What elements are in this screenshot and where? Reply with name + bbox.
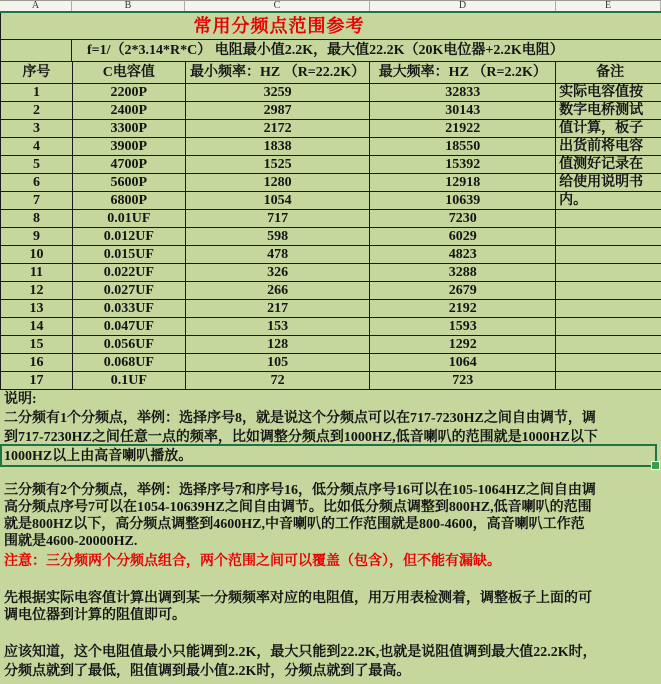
spacer [4,466,661,482]
cell-no[interactable]: 17 [1,372,73,389]
resistance-range-paragraph [4,643,661,681]
cell-note[interactable] [556,228,661,245]
cell-cap[interactable]: 0.047UF [73,318,186,335]
cell-max[interactable]: 1593 [370,318,556,335]
cell-no[interactable]: 9 [1,228,73,245]
selected-cell-text[interactable]: 1000HZ以上由高音喇叭播放。 [4,449,193,464]
cell-cap[interactable]: 0.01UF [73,210,186,227]
cell-no[interactable]: 14 [1,318,73,335]
cell-cap[interactable]: 0.1UF [73,372,186,389]
cell-note[interactable] [556,336,661,353]
table-header-cell[interactable]: 备注 [596,65,625,80]
cell-max[interactable]: 30143 [370,102,556,119]
column-header-strip [0,0,661,13]
cell-note[interactable] [556,300,661,317]
warning-note[interactable]: 注意：三分频两个分频点组合，两个范围之间可以覆盖（包含），但不能有漏缺。 [4,554,501,569]
cell-cap[interactable]: 2400P [73,102,186,119]
cell-no[interactable]: 6 [1,174,73,191]
cell-cap[interactable]: 4700P [73,156,186,173]
cell-min[interactable]: 105 [186,354,371,371]
cell-cap[interactable]: 0.033UF [73,300,186,317]
cell-no[interactable]: 16 [1,354,73,371]
table-header-cell[interactable]: 最大频率：HZ （R=2.2K） [370,62,556,83]
column-header-b[interactable]: B [72,0,185,11]
cell-cap[interactable]: 0.056UF [73,336,186,353]
cell-cap[interactable]: 2200P [73,84,186,101]
cell-no[interactable]: 10 [1,246,73,263]
formula-row-empty-cell[interactable] [1,40,72,61]
note-line[interactable]: 先根据实际电容值计算出调到某一分频频率对应的电阻值，用万用表检测着，调整板子上面的可 [4,591,592,606]
cell-note[interactable] [556,282,661,299]
spacer [4,624,661,643]
cell-max[interactable]: 15392 [370,156,556,173]
cell-note[interactable] [556,318,661,335]
cell-no[interactable]: 2 [1,102,73,119]
cell-min[interactable]: 266 [186,282,371,299]
table-body [0,84,661,390]
cell-note[interactable]: 给使用说明书 [559,175,644,190]
cell-min[interactable]: 717 [186,210,371,227]
cell-max[interactable]: 10639 [370,192,556,209]
cell-min[interactable]: 217 [186,300,371,317]
cell-min[interactable]: 1280 [186,174,371,191]
note-line[interactable]: 到717-7230HZ之间任意一点的频率，比如调整分频点到1000HZ,低音喇叭的范围就是1000HZ以下 [4,430,598,445]
note-line[interactable]: 围就是4600-20000HZ. [4,534,138,549]
cell-note[interactable]: 内。 [559,193,588,208]
table-header-cell[interactable]: 最小频率：HZ （R=22.2K） [186,62,371,83]
formula-row[interactable] [0,40,661,62]
cell-cap[interactable]: 0.027UF [73,282,186,299]
table-row [0,336,661,354]
cell-max[interactable]: 3288 [370,264,556,281]
cell-no[interactable]: 5 [1,156,73,173]
note-line[interactable]: 二分频有1个分频点，举例：选择序号8，就是说这个分频点可以在717-7230HZ之间自由调节，调 [4,411,596,426]
column-header-c[interactable]: C [185,0,370,11]
cell-cap[interactable]: 0.015UF [73,246,186,263]
cell-note[interactable]: 实际电容值按 [559,85,644,100]
cell-max[interactable]: 723 [370,372,556,389]
cell-note[interactable] [556,264,661,281]
cell-no[interactable]: 15 [1,336,73,353]
cell-cap[interactable]: 5600P [73,174,186,191]
cell-cap[interactable]: 0.068UF [73,354,186,371]
cell-max[interactable]: 2679 [370,282,556,299]
cell-min[interactable]: 1054 [186,192,371,209]
cell-cap[interactable]: 3300P [73,120,186,137]
cell-note[interactable] [556,246,661,263]
cell-min[interactable]: 326 [186,264,371,281]
note-line[interactable]: 高分频点序号7可以在1054-10639HZ之间自由调节。比如低分频点调整到800HZ,低音喇叭的范围 [4,500,592,515]
note-line[interactable]: 就是800HZ以下，高分频点调整到4600HZ,中音喇叭的工作范围就是800-4600，高音喇叭工作范 [4,517,585,532]
table-row [0,156,661,174]
cell-no[interactable]: 8 [1,210,73,227]
notes-area [0,390,661,681]
cell-min[interactable]: 598 [186,228,371,245]
table-row [0,246,661,264]
table-row [0,372,661,390]
cell-cap[interactable]: 0.012UF [73,228,186,245]
cell-min[interactable]: 72 [186,372,371,389]
cell-no[interactable]: 1 [1,84,73,101]
table-row [0,210,661,228]
cell-min[interactable]: 1525 [186,156,371,173]
column-header-d[interactable]: D [370,0,556,11]
table-row [0,300,661,318]
cell-max[interactable]: 1292 [370,336,556,353]
spacer [4,571,661,590]
cell-note[interactable] [556,354,661,371]
cell-min[interactable]: 1838 [186,138,371,155]
cell-max[interactable]: 12918 [370,174,556,191]
column-header-e[interactable]: E [556,0,661,11]
notes-label[interactable]: 说明: [4,392,37,407]
cell-min[interactable]: 478 [186,246,371,263]
table-row [0,228,661,246]
note-line[interactable]: 分频点就到了最低，阻值调到最小值2.2K时，分频点就到了最高。 [4,664,411,679]
table-row [0,264,661,282]
cell-max[interactable]: 7230 [370,210,556,227]
cell-min[interactable]: 3259 [186,84,371,101]
cell-min[interactable]: 153 [186,318,371,335]
table-header-cell[interactable]: C电容值 [73,62,186,83]
fill-handle[interactable] [651,461,660,470]
table-row [0,282,661,300]
cell-max[interactable]: 1064 [370,354,556,371]
table-row [0,174,661,192]
table-row [0,138,661,156]
cell-cap[interactable]: 3900P [73,138,186,155]
cell-max[interactable]: 4823 [370,246,556,263]
table-row [0,318,661,336]
note-line[interactable]: 三分频有2个分频点，举例：选择序号7和序号16，低分频点序号16可以在105-1064HZ之间自由调 [4,483,596,498]
cell-note[interactable]: 出货前将电容 [559,139,644,154]
cell-max[interactable]: 18550 [370,138,556,155]
table-row [0,102,661,120]
cell-no[interactable]: 4 [1,138,73,155]
note-line[interactable]: 调电位器到计算的阻值即可。 [4,608,186,623]
table-row [0,120,661,138]
cell-max[interactable]: 6029 [370,228,556,245]
cell-no[interactable]: 11 [1,264,73,281]
note-line[interactable]: 应该知道，这个电阻值最小只能调到2.2K，最大只能到22.2K,也就是说阻值调到最大值22.2K时， [4,645,597,660]
formula-note: f=1/（2*3.14*R*C） 电阻最小值2.2K，最大值22.2K（20K电位器+2.2K电阻） [87,43,564,58]
cell-max[interactable]: 21922 [370,120,556,137]
cell-no[interactable]: 3 [1,120,73,137]
cell-max[interactable]: 2192 [370,300,556,317]
cell-note[interactable]: 值测好记录在 [559,157,644,172]
two-way-crossover-paragraph [4,409,661,447]
cell-no[interactable]: 12 [1,282,73,299]
table-row [0,192,661,210]
cell-min[interactable]: 128 [186,336,371,353]
cell-cap[interactable]: 0.022UF [73,264,186,281]
table-header-cell[interactable]: 序号 [1,62,73,83]
cell-note[interactable]: 数字电桥测试 [559,103,644,118]
title-cell[interactable] [0,13,661,40]
three-way-crossover-paragraph [4,482,661,550]
table-row [0,84,661,102]
table-row [0,354,661,372]
cell-note[interactable] [556,210,661,227]
cell-min[interactable]: 2987 [186,102,371,119]
cell-min[interactable]: 2172 [186,120,371,137]
cell-cap[interactable]: 6800P [73,192,186,209]
table-header-row [0,62,661,84]
cell-note[interactable]: 值计算，板子 [559,121,644,136]
cell-no[interactable]: 7 [1,192,73,209]
cell-max[interactable]: 32833 [370,84,556,101]
cell-no[interactable]: 13 [1,300,73,317]
page-title: 常用分频点范围参考 [193,16,365,36]
column-header-a[interactable]: A [0,0,72,11]
cell-note[interactable] [556,372,661,389]
adjustment-method-paragraph [4,590,661,624]
